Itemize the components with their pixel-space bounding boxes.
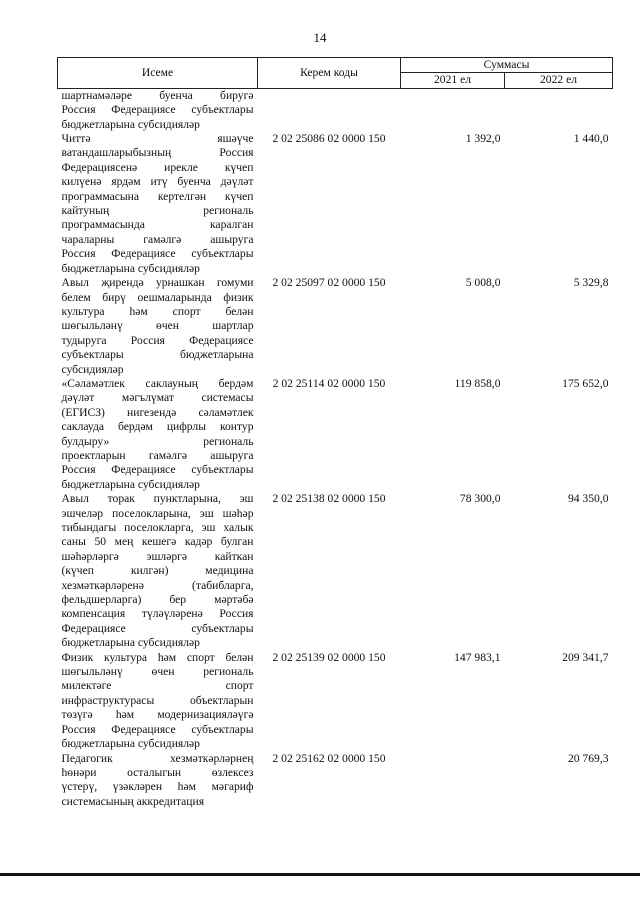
row-name-line: хезмәткәрләренә (табибларга, [61,578,254,592]
page-number: 14 [313,30,327,45]
row-name-line: (күчеп килгән) медицина [61,564,254,578]
row-name-line: тудыруга Россия Федерациясе [61,333,254,347]
row-name-line: тибындагы поселокларга, эш халык [61,521,254,534]
row-name-line: субсидияләр [61,362,124,376]
row-value-2021 [401,88,505,132]
row-code: 2 02 25138 02 0000 150 [272,492,386,506]
table-header [58,58,613,89]
row-name-line: фельдшерларга) бер мәртәбә [61,593,254,607]
table-row [58,492,613,650]
row-value-2021 [401,752,505,810]
table-row [58,651,613,752]
row-name [58,88,258,132]
row-value-2022: 175 652,0 [562,376,609,390]
row-name-line: ватандашларыбызның Россия [61,146,254,160]
row-name [58,377,258,492]
row-name-line: Федерациясенә ирекле күчеп [61,160,254,174]
row-name-line: (ЕГИСЗ) нигезендә сәламәтлек [61,405,254,419]
row-value-2022 [505,88,613,132]
row-value-2022: 1 440,0 [573,132,609,146]
row-code: 2 02 25139 02 0000 150 [272,650,386,664]
bottom-rule [0,873,640,876]
row-code [258,88,401,132]
header-year-2021: 2021 ел [401,73,505,88]
table-row [58,276,613,377]
table-row [58,752,613,810]
row-name-line: үстерү, үзәкләрен һәм мәгариф [61,780,254,794]
row-name-line: эшчеләр поселокларына, эш шәһәр [61,506,254,520]
row-name-line: системасының аккредитация [61,794,205,808]
row-name-line: инфраструктурасы объектларын [61,693,254,707]
budget-table [57,57,613,809]
row-name-line: проектларын гамәлгә ашыруга [61,448,254,462]
table-row [58,88,613,132]
row-value-2022: 5 329,8 [573,276,609,290]
row-name-line: Россия Федерациясе субъектлары [61,103,254,117]
header-year-2022: 2022 ел [505,73,613,88]
row-name-line: һөнәри осталыгын өзлексез [61,765,254,779]
row-name [58,651,258,752]
row-code: 2 02 25162 02 0000 150 [272,751,386,765]
row-code: 2 02 25114 02 0000 150 [272,376,386,390]
row-name-line: Педагогик хезмәткәрләрнең [61,751,254,765]
row-name-line: дәүләт мәгълүмат системасы [61,391,254,405]
row-value-2022: 94 350,0 [567,492,609,506]
row-name-line: саклауда бердәм цифрлы контур [61,420,254,434]
row-value-2021: 147 983,1 [454,650,501,664]
row-name-line: Читтә яшәүче [61,132,254,146]
row-name-line: шөгыльләнү өчен региональ [61,665,254,679]
row-name [58,492,258,650]
row-name-line: бюджетларына субсидияләр [61,261,200,275]
header-sums: Суммасы [401,58,613,73]
row-name-line: шәһәрләргә эшләргә кайткан [61,549,254,563]
row-name-line: булдыру» региональ [61,434,254,448]
row-name-line: шөгыльләнү өчен шартлар [61,319,254,333]
row-name-line: бюджетларына субсидияләр [61,636,200,650]
row-name [58,752,258,810]
row-name-line: программасында каралган [61,218,254,232]
row-value-2021: 78 300,0 [459,492,501,506]
row-name-line: бюджетларына субсидияләр [61,737,200,751]
row-name-line: төзүгә һәм модернизацияләүгә [61,708,254,722]
row-value-2022: 209 341,7 [562,650,609,664]
table-body [58,88,613,809]
row-name-line: Россия Федерациясе субъектлары [61,722,254,736]
row-name-line: субъектлары бюджетларына [61,348,254,362]
row-name-line: Физик культура һәм спорт белән [61,650,254,664]
table-row [58,377,613,492]
row-name-line: «Сәламәтлек саклауның бердәм [61,376,254,390]
row-value-2021: 119 858,0 [454,376,501,390]
row-name-line: Россия Федерациясе субъектлары [61,463,254,477]
row-value-2021: 5 008,0 [465,276,501,290]
row-code: 2 02 25086 02 0000 150 [272,132,386,146]
row-value-2022: 20 769,3 [567,751,609,765]
row-value-2021: 1 392,0 [465,132,501,146]
row-name [58,276,258,377]
row-name-line: саны 50 мең кешегә кадәр булган [61,535,254,549]
row-name-line: культура һәм спорт белән [61,304,254,318]
row-name-line: Авыл торак пунктларына, эш [61,492,254,506]
table-row [58,132,613,276]
row-name-line: кайтуның региональ [61,204,254,218]
row-name-line: компенсация түләүләренә Россия [61,607,254,621]
row-name-line: Россия Федерациясе субъектлары [61,247,254,261]
row-name-line: милектәге спорт [61,679,254,693]
row-name-line: программасына кертелгән күчеп [61,189,254,203]
row-name-line: белем бирү оешмаларында физик [61,290,254,304]
row-name-line: чараларны гамәлгә ашыруга [61,232,254,246]
row-name-line: бюджетларына субсидияләр [61,477,200,491]
row-name-line: Федерациясе субъектлары [61,621,254,635]
row-name-line: Авыл җирендә урнашкан гомуми [61,276,254,290]
row-name-line: шартнамәләре буенча биругә [61,88,254,102]
row-name-line: килүенә ярдәм итү буенча дәүләт [61,175,254,189]
row-name-line: бюджетларына субсидияләр [61,117,200,131]
header-code: Керем коды [258,58,401,89]
row-code: 2 02 25097 02 0000 150 [272,276,386,290]
header-name: Исеме [58,58,258,89]
row-name [58,132,258,276]
